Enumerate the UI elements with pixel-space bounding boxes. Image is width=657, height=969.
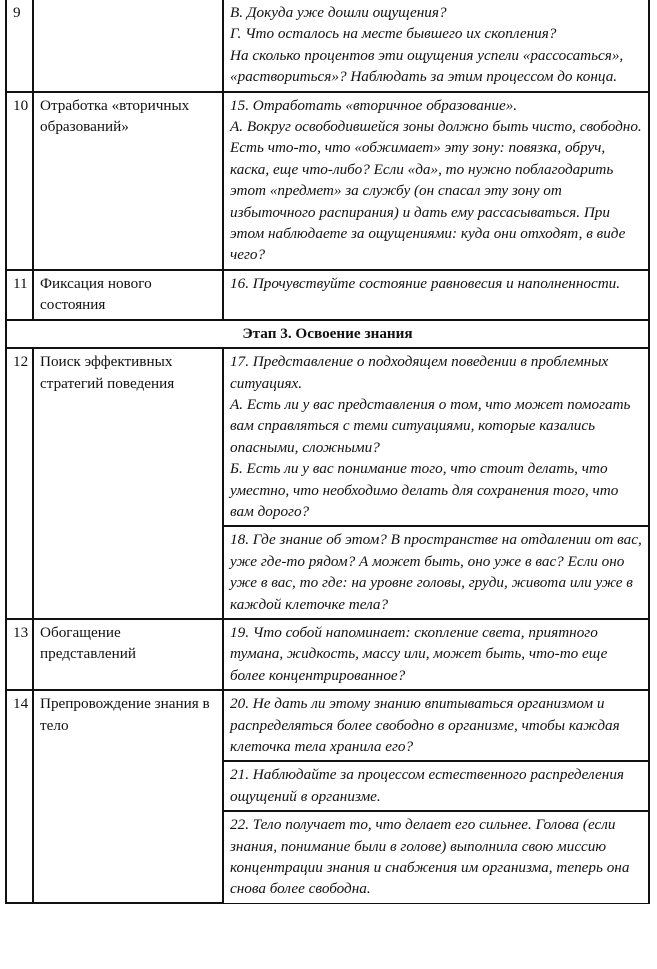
table-row [6,348,649,526]
instruction-text: 20. Не дать ли этому знанию впитываться организмом и распределяться более свободно в организме, чтобы каждая клеточка тела хранила его? [223,690,649,761]
instruction-text: В. Докуда уже дошли ощущения? Г. Что осталось на месте бывшего их скопления? На сколько процентов эти ощущения успели «рассосаться», «раствориться»? Наблюдать за этим процессом до конца. [223,0,649,92]
row-number: 13 [6,619,33,690]
row-number: 9 [6,0,33,92]
table-row [6,619,649,690]
row-number: 12 [6,348,33,619]
stage-header-row [6,320,649,348]
exercise-table [5,0,650,904]
instruction-text: 18. Где знание об этом? В пространстве на отдалении от вас, уже где-то рядом? А может быть, оно уже в вас? Если оно уже в вас, то где: на уровне головы, груди, живота или уже в каждой клеточке тела? [223,526,649,619]
stage-step-name: Фиксация нового состояния [33,270,223,320]
stage-step-name: Обогащение представлений [33,619,223,690]
row-number: 10 [6,92,33,270]
instruction-text: 15. Отработать «вторичное образование». А. Вокруг освободившейся зоны должно быть чисто, свободно. Есть что-то, что «обжимает» эту зону: повязка, обруч, каска, еще что-либо? Если «да», то нужно поблагодарить этот «предмет» за службу (он спасал эту зону от избыточного распирания) и дать ему рассасываться. При этом наблюдаете за ощущениями: куда они отходят, в виде чего? [223,92,649,270]
instruction-text: 22. Тело получает то, что делает его сильнее. Голова (если знания, понимание были в голове) выполнила свою миссию концентрации знания и снабжения им организма, теперь она снова более свободна. [223,811,649,903]
stage-step-name: Препровождение знания в тело [33,690,223,903]
table-row [6,690,649,761]
instruction-text: 19. Что собой напоминает: скопление света, приятного тумана, жидкость, массу или, может быть, что-то еще более концентрированное? [223,619,649,690]
instruction-text: 16. Прочувствуйте состояние равновесия и наполненности. [223,270,649,320]
stage-step-name [33,0,223,92]
row-number: 11 [6,270,33,320]
row-number: 14 [6,690,33,903]
instruction-text: 17. Представление о подходящем поведении в проблемных ситуациях. А. Есть ли у вас представления о том, что может помогать вам справляться с теми ситуациями, которые казались опасными, сложными? Б. Есть ли у вас понимание того, что стоит делать, что уместно, что необходимо делать для сохранения того, что вам дорого? [223,348,649,526]
table-row [6,270,649,320]
stage-title: Этап 3. Освоение знания [6,320,649,348]
table-row [6,92,649,270]
stage-step-name: Отработка «вторичных образований» [33,92,223,270]
stage-step-name: Поиск эффективных стратегий поведения [33,348,223,619]
instruction-text: 21. Наблюдайте за процессом естественного распределения ощущений в организме. [223,761,649,811]
table-row [6,0,649,92]
